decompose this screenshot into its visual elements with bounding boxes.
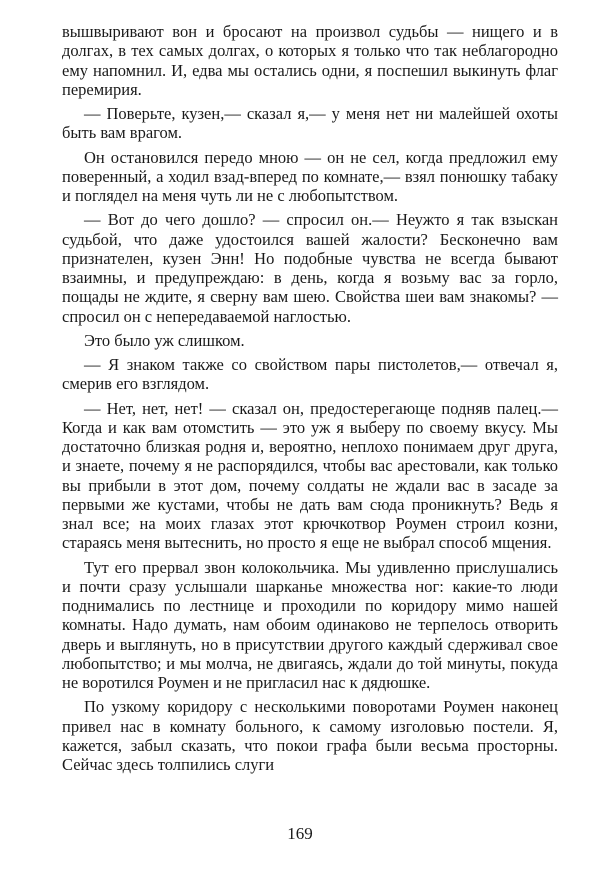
paragraph-6: — Я знаком также со свойством пары пистолетов,— отвечал я, смерив его взглядом. xyxy=(62,355,558,394)
paragraph-9: По узкому коридору с несколькими поворотами Роумен наконец привел нас в комнату больного, к самому изголовью постели. Я, кажется, забыл сказать, что покои графа были весьма просторны. Сейчас здесь толпились слуги xyxy=(62,697,558,774)
paragraph-1: вышвыривают вон и бросают на произвол судьбы — нищего и в долгах, в тех самых долгах, о которых я только что так неблагородно ему напомнил. И, едва мы остались одни, я поспешил выкинуть флаг перемирия. xyxy=(62,22,558,99)
paragraph-5: Это было уж слишком. xyxy=(84,330,245,350)
page-number: 169 xyxy=(287,824,313,843)
paragraph-2: — Поверьте, кузен,— сказал я,— у меня нет ни малейшей охоты быть вам врагом. xyxy=(62,104,558,143)
paragraph-3: Он остановился передо мною — он не сел, когда предложил ему поверенный, а ходил взад-вперед по комнате,— взял понюшку табаку и поглядел на меня чуть ли не с любопытством. xyxy=(62,147,558,205)
paragraph-7: — Нет, нет, нет! — сказал он, предостерегающе подняв палец.— Когда и как вам отомстить — это уж я выберу по своему вкусу. Мы достаточно близкая родня и, вероятно, неплохо понимаем друг друга, и знаете, почему я не распорядился, чтобы вас арестовали, как только вы прибыли в этот дом, почему солдаты не ждали вас в засаде за первыми же кустами, чтобы не дать вам сюда проникнуть? Ведь я знал все; на моих глазах этот крючкотвор Роумен строил козни, стараясь меня вытеснить, но просто я еще не выбрал способ мщения. xyxy=(62,398,558,553)
paragraph-4: — Вот до чего дошло? — спросил он.— Неужто я так взыскан судьбой, что даже удостоился вашей жалости? Бесконечно вам признателен, кузен Энн! Но подобные чувства не всегда бывают взаимны, и предупреждаю: в день, когда я возьму вас за горло, пощады не ждите, я сверну вам шею. Свойства шеи вам знакомы? — спросил он с непередаваемой наглостью. xyxy=(62,210,558,326)
body-text xyxy=(62,22,558,774)
paragraph-8: Тут его прервал звон колокольчика. Мы удивленно прислушались и почти сразу услышали шарканье множества ног: какие-то люди поднимались по лестнице и проходили по коридору мимо нашей комнаты. Надо думать, нам обоим одинаково не терпелось отворить дверь и выглянуть, но в присутствии другого каждый сдерживал свое любопытство; и мы молча, не двигаясь, ждали до той минуты, покуда не воротился Роумен и не пригласил нас к дядюшке. xyxy=(62,557,558,692)
